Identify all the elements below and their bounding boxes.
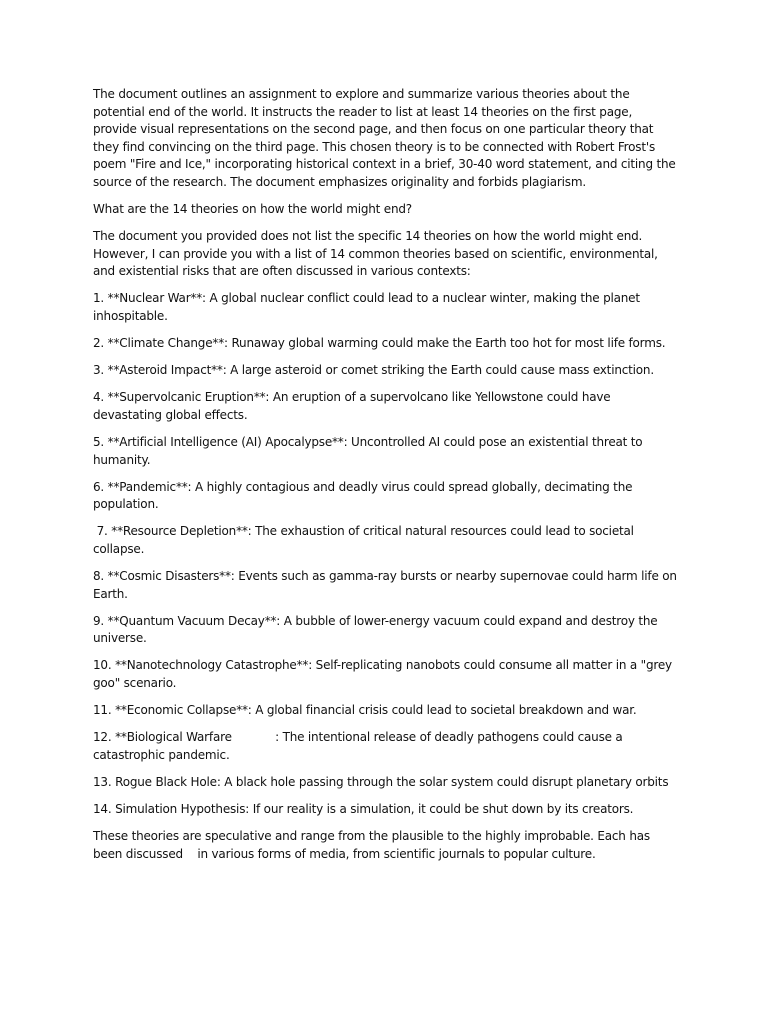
theory-item-13: 13. Rogue Black Hole: A black hole passing through the solar system could disrupt planetary orbits xyxy=(93,774,669,789)
conclusion-paragraph: These theories are speculative and range from the plausible to the highly improbable. Each has been discussed in various forms of media, from scientific journals to popular culture. xyxy=(93,829,654,861)
theory-item-9: 9. **Quantum Vacuum Decay**: A bubble of lower-energy vacuum could expand and destroy the universe. xyxy=(93,613,662,646)
theory-item-3: 3. **Asteroid Impact**: A large asteroid or comet striking the Earth could cause mass extinction. xyxy=(93,363,654,378)
question-paragraph: What are the 14 theories on how the world might end? xyxy=(93,202,412,217)
theory-item-1: 1. **Nuclear War**: A global nuclear conflict could lead to a nuclear winter, making the planet inhospitable. xyxy=(93,291,644,324)
theory-item-12: 12. **Biological Warfare : The intentional release of deadly pathogens could cause a catastrophic pandemic. xyxy=(93,730,627,762)
theory-item-11: 11. **Economic Collapse**: A global financial crisis could lead to societal breakdown and war. xyxy=(93,703,637,718)
theory-item-7: 7. **Resource Depletion**: The exhaustion of critical natural resources could lead to societal collapse. xyxy=(93,524,638,556)
document-page xyxy=(93,86,681,873)
intro-paragraph: The document you provided does not list the specific 14 theories on how the world might end. However, I can provide you with a list of 14 common theories based on scientific, environmental, and existential risks that are often discussed in various contexts: xyxy=(93,229,662,279)
theory-item-2: 2. **Climate Change**: Runaway global warming could make the Earth too hot for most life forms. xyxy=(93,336,666,351)
theory-item-6: 6. **Pandemic**: A highly contagious and deadly virus could spread globally, decimating the population. xyxy=(93,479,636,512)
summary-paragraph: The document outlines an assignment to explore and summarize various theories about the potential end of the world. It instructs the reader to list at least 14 theories on the first page, provide visual representations on the second page, and then focus on one particular theory that they find convincing on the third page. This chosen theory is to be connected with Robert Frost's poem "Fire and Ice," incorporating historical context in a brief, 30-40 word statement, and citing the source of the research. The document emphasizes originality and forbids plagiarism. xyxy=(93,87,680,189)
theory-item-8: 8. **Cosmic Disasters**: Events such as gamma-ray bursts or nearby supernovae could harm life on Earth. xyxy=(93,569,681,601)
theory-item-4: 4. **Supervolcanic Eruption**: An eruption of a supervolcano like Yellowstone could have devastating global effects. xyxy=(93,390,615,422)
theory-item-14: 14. Simulation Hypothesis: If our reality is a simulation, it could be shut down by its creators. xyxy=(93,802,634,816)
theory-item-5: 5. **Artificial Intelligence (AI) Apocalypse**: Uncontrolled AI could pose an existential threat to humanity. xyxy=(93,435,647,467)
theory-item-10: 10. **Nanotechnology Catastrophe**: Self-replicating nanobots could consume all matter in a "grey goo" scenario. xyxy=(93,658,676,691)
